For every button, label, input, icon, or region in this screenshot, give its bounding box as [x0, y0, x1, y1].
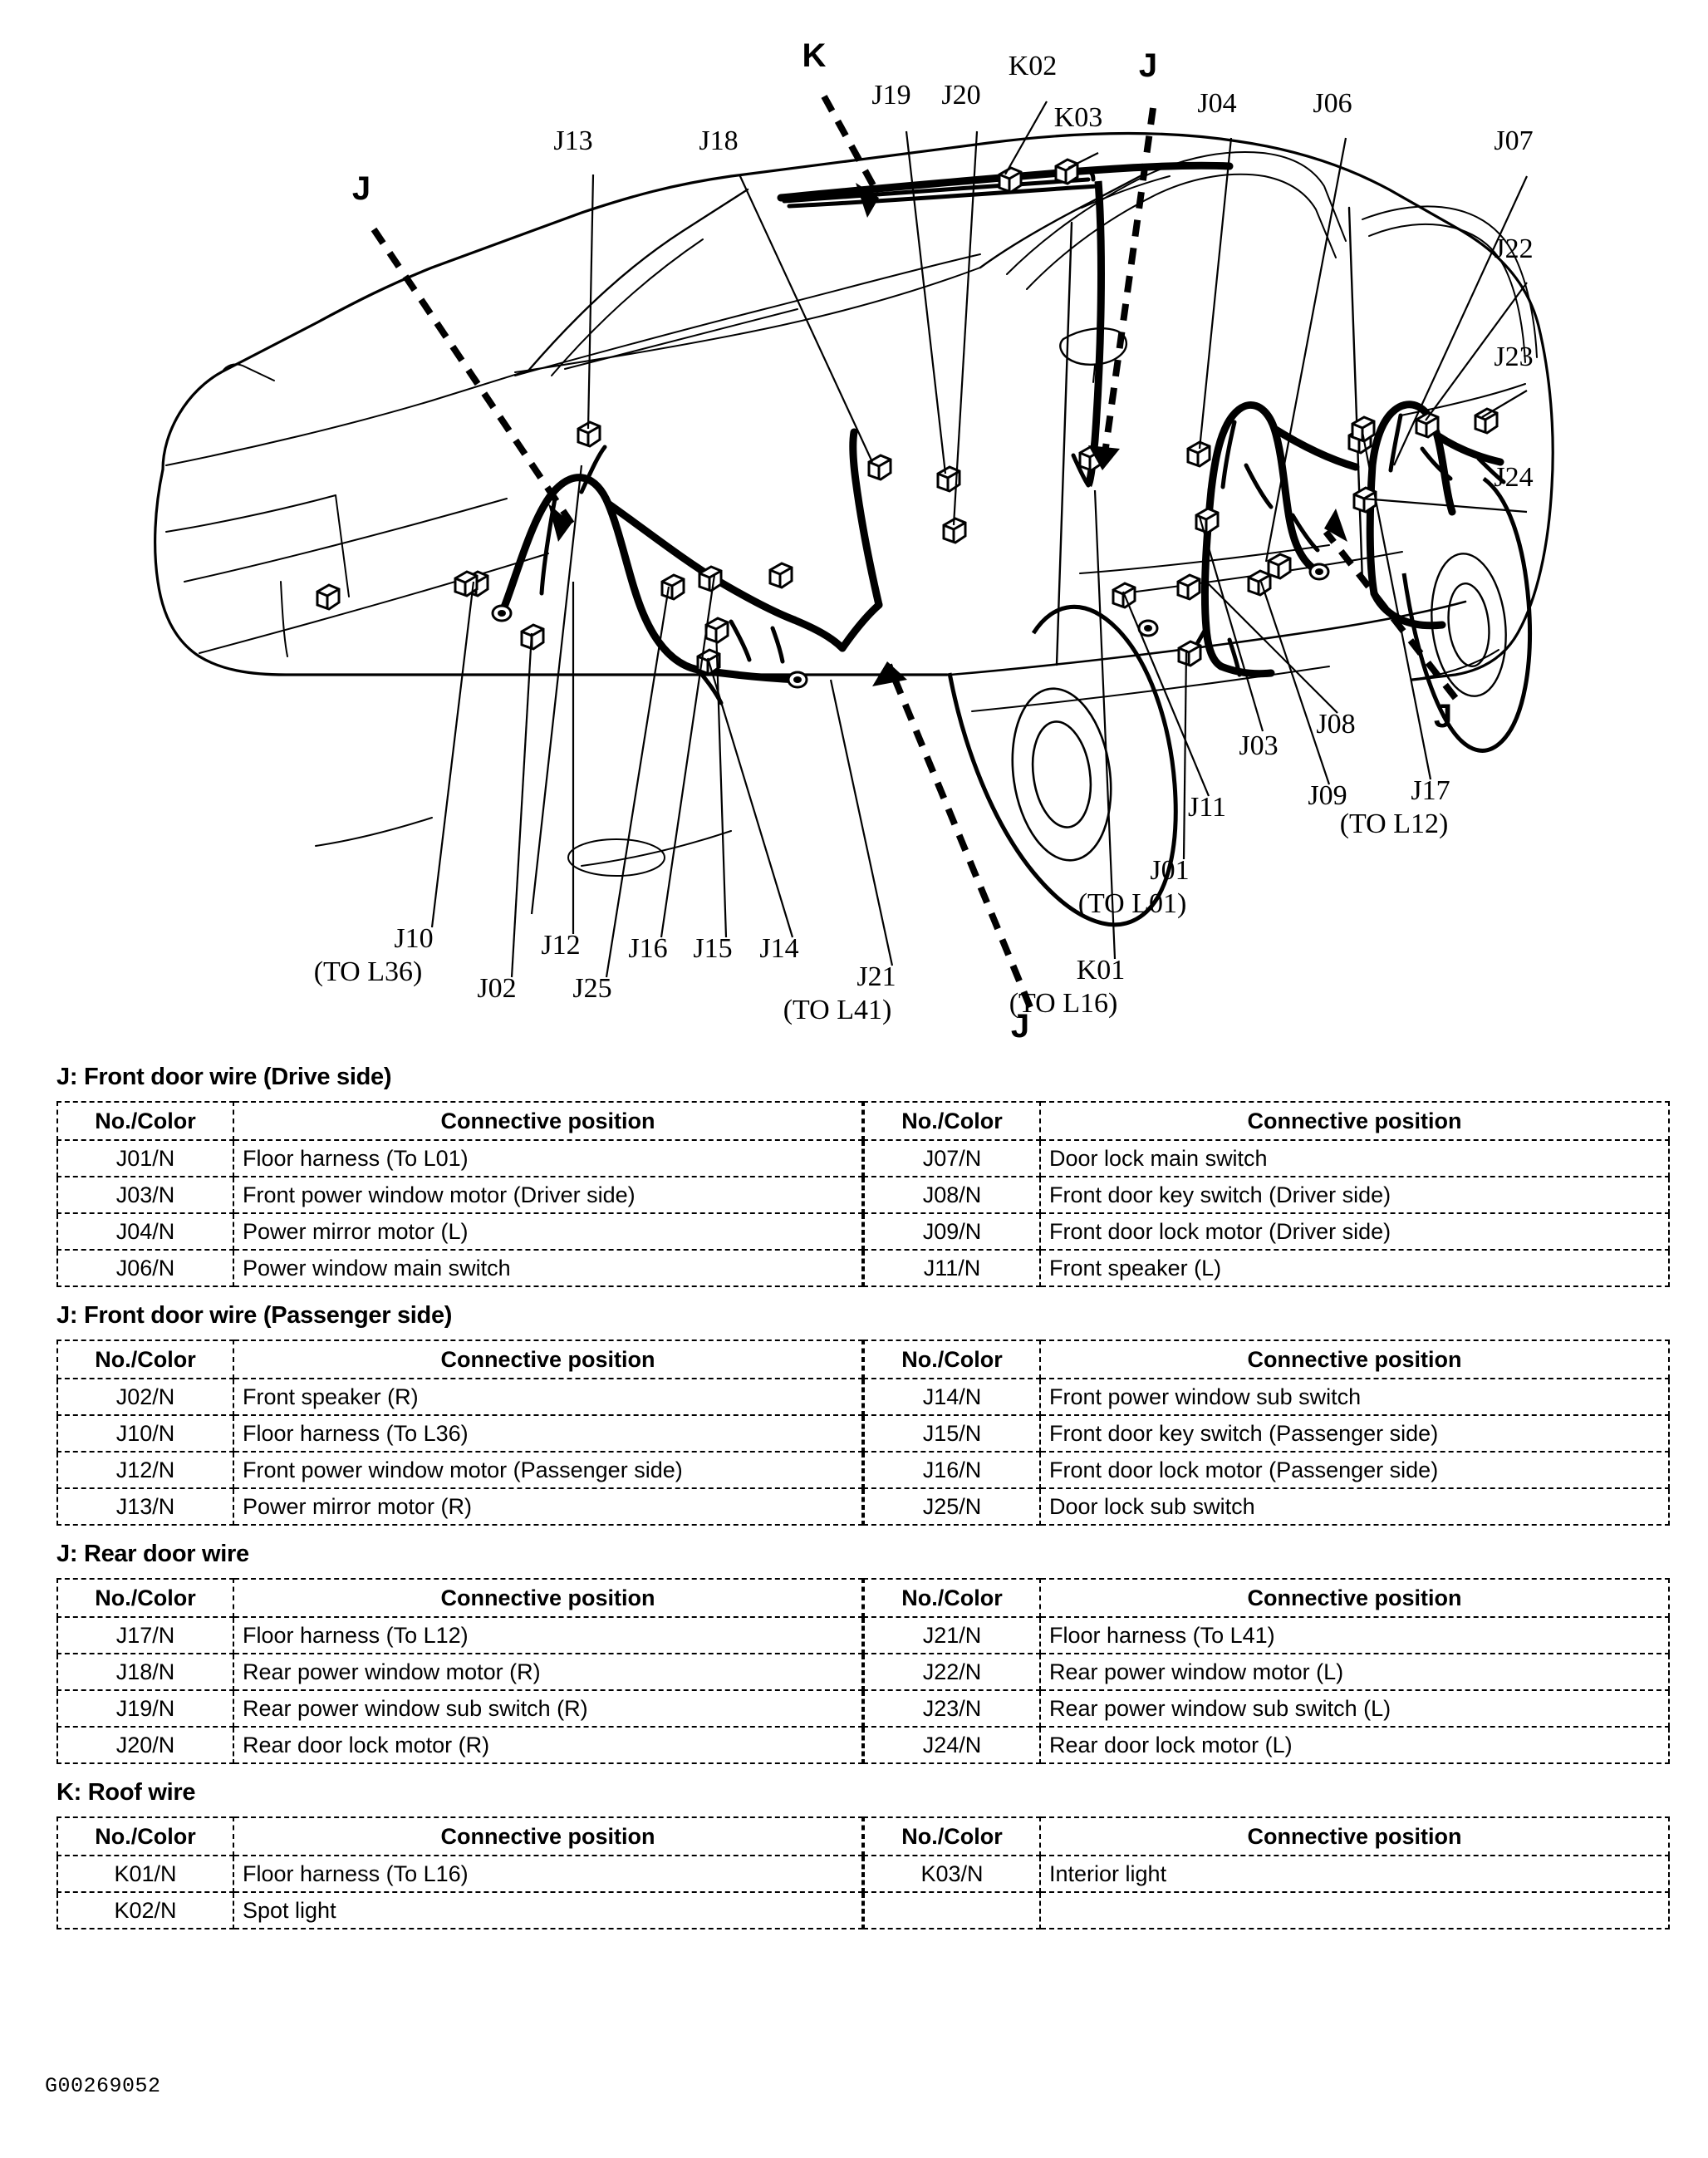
cell-position: Rear door lock motor (L): [1040, 1727, 1669, 1763]
table-row: [57, 1654, 862, 1690]
lbl-J17b: (TO L12): [1339, 809, 1449, 839]
cell-no: J04/N: [57, 1213, 233, 1250]
cell-no: J24/N: [864, 1727, 1040, 1763]
section-front-door-passenger: [0, 1302, 1708, 1526]
cell-position: Interior light: [1040, 1856, 1669, 1892]
section-rear-door: [0, 1541, 1708, 1764]
table-row: [864, 1140, 1669, 1177]
cell-position: Front speaker (L): [1040, 1250, 1669, 1286]
table-front-door-passenger-left: [56, 1340, 863, 1526]
cell-no: [864, 1892, 1040, 1929]
table-row: [864, 1727, 1669, 1763]
table-row: [864, 1617, 1669, 1654]
cell-position: Floor harness (To L01): [233, 1140, 862, 1177]
table-header-row: [57, 1102, 862, 1140]
col-header-position: Connective position: [233, 1817, 862, 1856]
table-row: [57, 1415, 862, 1452]
col-header-position: Connective position: [233, 1340, 862, 1379]
table-row: [864, 1250, 1669, 1286]
lbl-J11: J11: [1188, 792, 1226, 823]
car-body-outline: [155, 133, 1553, 876]
lbl-J18: J18: [699, 125, 739, 156]
cell-position: Floor harness (To L16): [233, 1856, 862, 1892]
col-header-position: Connective position: [1040, 1579, 1669, 1617]
cell-no: J23/N: [864, 1690, 1040, 1727]
table-row: [57, 1856, 862, 1892]
table-row: [57, 1488, 862, 1525]
table-header-row: [57, 1817, 862, 1856]
col-header-no: No./Color: [864, 1817, 1040, 1856]
col-header-position: Connective position: [1040, 1102, 1669, 1140]
cell-position: Front door key switch (Driver side): [1040, 1177, 1669, 1213]
cell-position: Rear door lock motor (R): [233, 1727, 862, 1763]
rear-wheel: [1404, 479, 1530, 750]
table-row: [864, 1856, 1669, 1892]
table-row: [864, 1654, 1669, 1690]
cell-no: J11/N: [864, 1250, 1040, 1286]
table-row: [57, 1617, 862, 1654]
lbl-J19: J19: [871, 80, 911, 111]
cell-no: J06/N: [57, 1250, 233, 1286]
lbl-K02: K02: [1008, 51, 1058, 81]
col-header-no: No./Color: [57, 1579, 233, 1617]
cell-no: J21/N: [864, 1617, 1040, 1654]
cell-position: Rear power window sub switch (L): [1040, 1690, 1669, 1727]
cell-position: [1040, 1892, 1669, 1929]
table-front-door-drive-right: [863, 1101, 1670, 1287]
table-row: [864, 1892, 1669, 1929]
section-title: K: Roof wire: [56, 1779, 196, 1806]
cell-no: J02/N: [57, 1379, 233, 1415]
wiring-diagram: [0, 0, 1708, 1064]
lbl-J13: J13: [553, 125, 593, 156]
cell-no: J09/N: [864, 1213, 1040, 1250]
col-header-position: Connective position: [1040, 1817, 1669, 1856]
lbl-J25: J25: [572, 973, 612, 1004]
cell-position: Floor harness (To L12): [233, 1617, 862, 1654]
table-header-row: [57, 1579, 862, 1617]
cell-position: Front power window sub switch: [1040, 1379, 1669, 1415]
table-header-row: [864, 1340, 1669, 1379]
lbl-J07: J07: [1494, 125, 1534, 156]
lbl-J10: J10: [394, 923, 434, 954]
cell-position: Front power window motor (Passenger side): [233, 1452, 862, 1488]
table-front-door-drive-left: [56, 1101, 863, 1287]
col-header-no: No./Color: [57, 1102, 233, 1140]
section-title: J: Front door wire (Passenger side): [56, 1302, 453, 1329]
cell-no: J17/N: [57, 1617, 233, 1654]
table-row: [57, 1379, 862, 1415]
table-header-row: [864, 1579, 1669, 1617]
cell-position: Front speaker (R): [233, 1379, 862, 1415]
table-roof-wire-left: [56, 1816, 863, 1929]
cell-no: K02/N: [57, 1892, 233, 1929]
lbl-J-top: J: [1138, 47, 1158, 84]
table-row: [57, 1690, 862, 1727]
section-title: J: Rear door wire: [56, 1541, 249, 1567]
table-header-row: [864, 1817, 1669, 1856]
cell-no: J18/N: [57, 1654, 233, 1690]
lbl-J-bottom: J: [1010, 1008, 1030, 1045]
connector-tables: [0, 1064, 1708, 1944]
lbl-J06: J06: [1313, 88, 1352, 119]
cell-position: Rear power window motor (R): [233, 1654, 862, 1690]
lbl-J01: J01: [1150, 855, 1190, 886]
lbl-J24: J24: [1494, 462, 1534, 493]
cell-position: Spot light: [233, 1892, 862, 1929]
table-row: [57, 1452, 862, 1488]
cell-position: Power window main switch: [233, 1250, 862, 1286]
cell-no: J10/N: [57, 1415, 233, 1452]
cell-no: J07/N: [864, 1140, 1040, 1177]
cell-position: Door lock sub switch: [1040, 1488, 1669, 1525]
table-header-row: [57, 1340, 862, 1379]
cell-no: J14/N: [864, 1379, 1040, 1415]
table-row: [864, 1690, 1669, 1727]
lbl-J21b: (TO L41): [783, 995, 892, 1025]
lbl-J21: J21: [856, 961, 896, 992]
lbl-K01b: (TO L16): [1009, 988, 1118, 1019]
col-header-no: No./Color: [864, 1579, 1040, 1617]
section-title: J: Front door wire (Drive side): [56, 1064, 392, 1090]
col-header-no: No./Color: [57, 1340, 233, 1379]
col-header-no: No./Color: [864, 1102, 1040, 1140]
leader-lines: [432, 101, 1527, 977]
lbl-J-right: J: [1433, 698, 1453, 735]
cell-no: J08/N: [864, 1177, 1040, 1213]
lbl-J14: J14: [759, 933, 799, 964]
lbl-K03: K03: [1053, 102, 1103, 133]
cell-no: J15/N: [864, 1415, 1040, 1452]
cell-no: J19/N: [57, 1690, 233, 1727]
table-row: [57, 1140, 862, 1177]
lbl-J01b: (TO L01): [1077, 888, 1187, 919]
lbl-J-left: J: [351, 170, 371, 207]
col-header-no: No./Color: [57, 1817, 233, 1856]
cell-position: Rear power window sub switch (R): [233, 1690, 862, 1727]
cell-no: J03/N: [57, 1177, 233, 1213]
cell-no: K01/N: [57, 1856, 233, 1892]
cell-position: Front door lock motor (Driver side): [1040, 1213, 1669, 1250]
table-row: [57, 1892, 862, 1929]
cell-position: Front door key switch (Passenger side): [1040, 1415, 1669, 1452]
cell-position: Floor harness (To L41): [1040, 1617, 1669, 1654]
table-row: [57, 1250, 862, 1286]
lbl-J03: J03: [1239, 730, 1279, 761]
lbl-J16: J16: [628, 933, 668, 964]
table-rear-door-right: [863, 1578, 1670, 1764]
col-header-position: Connective position: [233, 1579, 862, 1617]
lbl-J08: J08: [1316, 709, 1356, 740]
cell-no: J01/N: [57, 1140, 233, 1177]
roof-wire-drop: [1088, 181, 1101, 485]
cell-no: J12/N: [57, 1452, 233, 1488]
col-header-no: No./Color: [864, 1340, 1040, 1379]
lbl-J15: J15: [693, 933, 733, 964]
lbl-J10b: (TO L36): [313, 956, 423, 987]
table-rear-door-left: [56, 1578, 863, 1764]
section-roof-wire: [0, 1779, 1708, 1929]
cell-position: Door lock main switch: [1040, 1140, 1669, 1177]
cell-position: Front power window motor (Driver side): [233, 1177, 862, 1213]
cell-no: J13/N: [57, 1488, 233, 1525]
table-header-row: [864, 1102, 1669, 1140]
table-row: [864, 1488, 1669, 1525]
table-row: [57, 1213, 862, 1250]
cell-no: J25/N: [864, 1488, 1040, 1525]
table-row: [864, 1177, 1669, 1213]
lbl-J02: J02: [477, 973, 517, 1004]
cell-no: J20/N: [57, 1727, 233, 1763]
lbl-K01: K01: [1076, 955, 1126, 986]
lbl-J09: J09: [1308, 780, 1347, 811]
table-row: [57, 1727, 862, 1763]
figure-code: G00269052: [45, 2074, 161, 2098]
table-roof-wire-right: [863, 1816, 1670, 1929]
table-row: [864, 1415, 1669, 1452]
table-front-door-passenger-right: [863, 1340, 1670, 1526]
cell-no: J16/N: [864, 1452, 1040, 1488]
cell-position: Floor harness (To L36): [233, 1415, 862, 1452]
lbl-J20: J20: [941, 80, 981, 111]
col-header-position: Connective position: [1040, 1340, 1669, 1379]
cell-position: Front door lock motor (Passenger side): [1040, 1452, 1669, 1488]
table-row: [864, 1452, 1669, 1488]
connectors: [317, 160, 1497, 674]
lbl-J12: J12: [541, 930, 581, 961]
cell-position: Power mirror motor (R): [233, 1488, 862, 1525]
cell-position: Power mirror motor (L): [233, 1213, 862, 1250]
section-front-door-drive: [0, 1064, 1708, 1287]
lbl-J23: J23: [1494, 342, 1534, 372]
cell-no: K03/N: [864, 1856, 1040, 1892]
table-row: [57, 1177, 862, 1213]
callout-labels: [314, 37, 1534, 1045]
lbl-J22: J22: [1494, 233, 1534, 264]
lbl-J17: J17: [1411, 775, 1450, 806]
cell-position: Rear power window motor (L): [1040, 1654, 1669, 1690]
lbl-J04: J04: [1197, 88, 1237, 119]
table-row: [864, 1213, 1669, 1250]
cell-no: J22/N: [864, 1654, 1040, 1690]
col-header-position: Connective position: [233, 1102, 862, 1140]
table-row: [864, 1379, 1669, 1415]
lbl-K-top: K: [802, 37, 827, 74]
